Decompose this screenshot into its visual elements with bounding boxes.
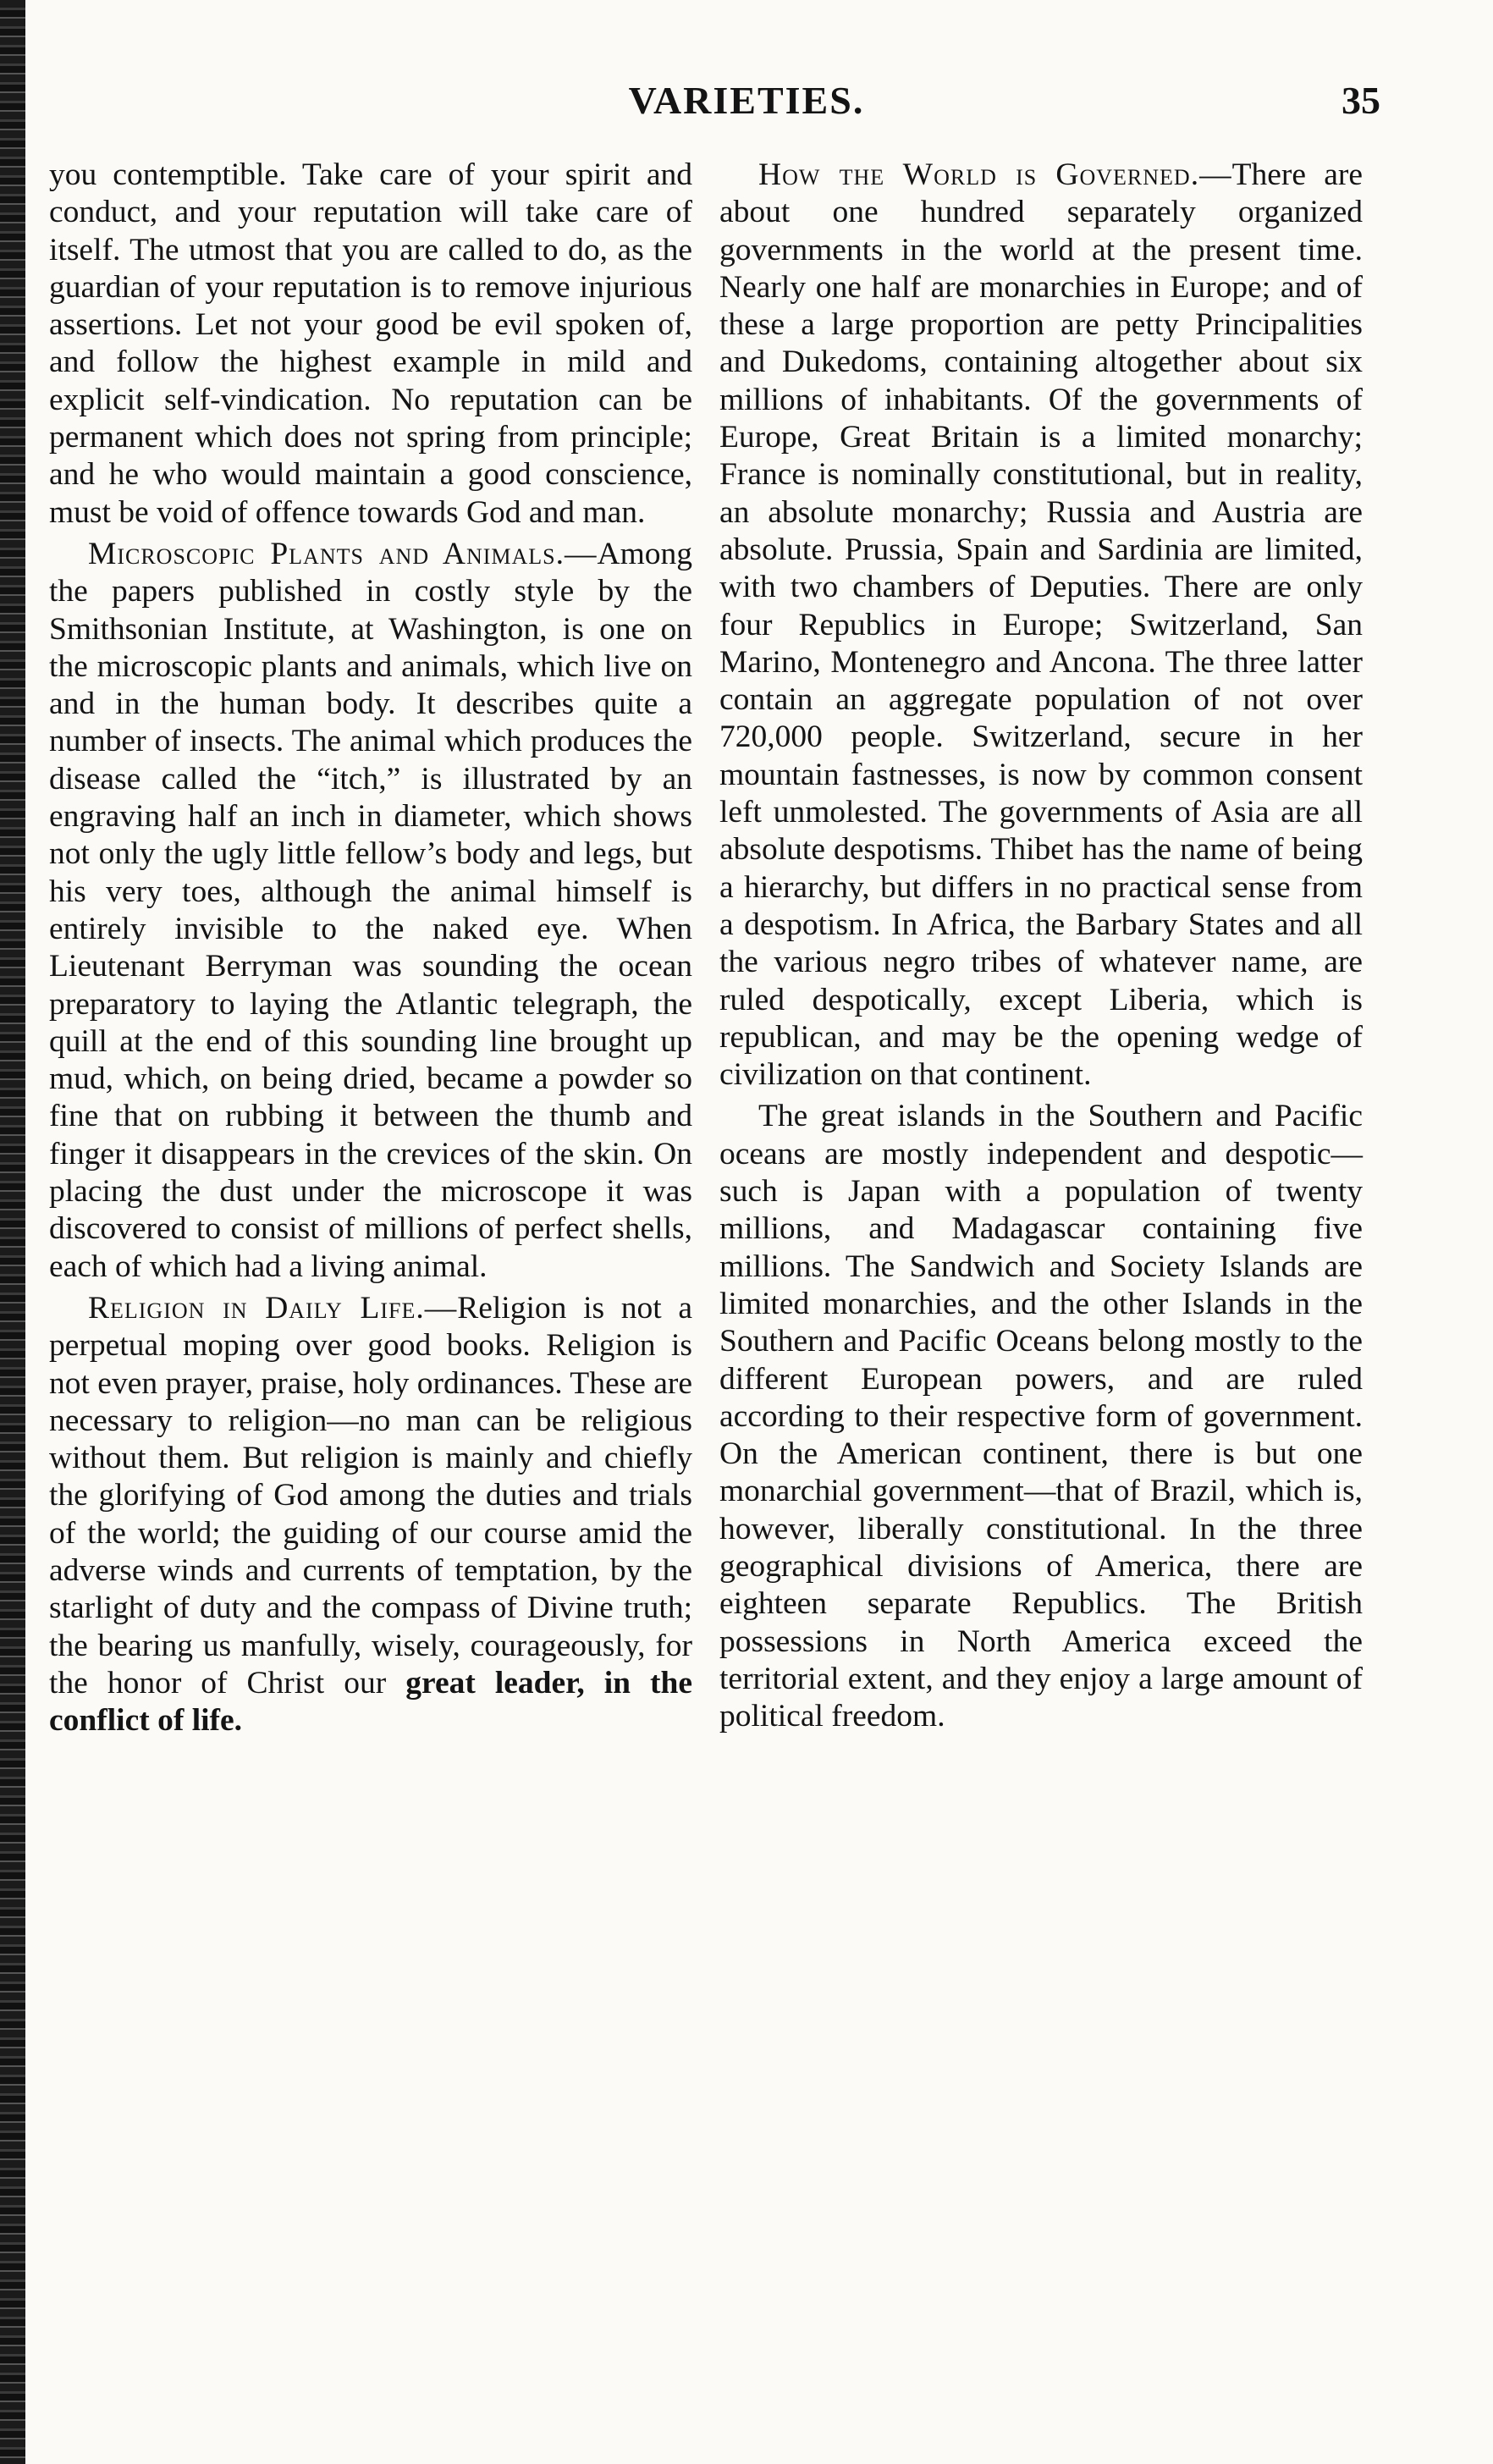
page-number: 35 <box>1341 79 1380 122</box>
islands-paragraph: The great islands in the Southern and Pacific oceans are mostly independent and despotic—such is Japan with a population of twenty millions, and Madagascar containing five millions. The Sandwich and Society Islands are limited monarchies, and the other Islands in the Southern and Pacific Oceans belong mostly to the different European powers, and are ruled according to their respective form of government. On the American continent, there is but one monarchial government—that of Brazil, which is, however, liberally constitutional. In the three geographical divisions of America, there are eighteen separate Republics. The British possessions in North America exceed the territorial extent, and they enjoy a large amount of political freedom. <box>719 1099 1363 1734</box>
page-binding-edge <box>0 0 25 2464</box>
religion-article-final-line: great leader, in the conflict of life. <box>49 1665 692 1739</box>
religion-article-body: Religion is not a perpetual moping over good books. Religion is not even prayer, praise, holy ordinances. These are necessary to religion—no man can be religious without them. But religion is mainly and chiefly the glorifying of God among the duties and trials of the world; the guiding of our course amid the adverse winds and currents of temptation, by the starlight of duty and the compass of Divine truth; the bearing us manfully, wisely, courageously, for the honor of Christ our <box>49 1290 692 1701</box>
world-governed-article <box>719 157 1363 1094</box>
world-governed-title: How the World is Governed.— <box>758 157 1232 192</box>
right-column <box>719 157 1363 1739</box>
running-title: VARIETIES. <box>628 79 865 122</box>
left-column <box>49 157 692 1744</box>
religion-article-title: Religion in Daily Life.— <box>88 1290 458 1326</box>
microscopic-article-body: Among the papers published in costly style by the Smithsonian Institute, at Washington, is one on the microscopic plants and animals, which live on and in the human body. It describes quite a number of insects. The animal which produces the disease called the “itch,” is illustrated by an engraving half an inch in diameter, which shows not only the ugly little fellow’s body and legs, but his very toes, although the animal himself is entirely invisible to the naked eye. When Lieutenant Berryman was sounding the ocean preparatory to laying the Atlantic telegraph, the quill at the end of this sounding line brought up mud, which, on being dried, became a powder so fine that on rubbing it between the thumb and finger it disappears in the crevices of the skin. On placing the dust under the microscope it was discovered to consist of millions of perfect shells, each of which had a living animal. <box>49 536 692 1284</box>
reputation-paragraph: you contemptible. Take care of your spirit and conduct, and your reputation will take care of itself. The utmost that you are called to do, as the guardian of your reputation is to remove injurious assertions. Let not your good be evil spoken of, and follow the highest example in mild and explicit self-vindication. No reputation can be permanent which does not spring from principle; and he who would maintain a good conscience, must be void of offence towards God and man. <box>49 157 692 530</box>
religion-article <box>49 1290 692 1740</box>
microscopic-article-title: Microscopic Plants and Animals.— <box>88 536 598 571</box>
microscopic-article <box>49 536 692 1286</box>
world-governed-body: There are about one hundred separately organized governments in the world at the present time. Nearly one half are monarchies in Europe; and of these a large proportion are petty Principalities and Dukedoms, containing altogether about six millions of inhabitants. Of the governments of Europe, Great Britain is a limited monarchy; France is nominally constitutional, but in reality, an absolute monarchy; Russia and Austria are absolute. Prussia, Spain and Sardinia are limited, with two chambers of Deputies. There are only four Republics in Europe; Switzerland, San Marino, Montenegro and Ancona. The three latter contain an aggregate population of not over 720,000 people. Switzerland, secure in her mountain fastnesses, is now by common consent left unmolested. The governments of Asia are all absolute despotisms. Thibet has the name of being a hierarchy, but differs in no practical sense from a despotism. In Africa, the Barbary States and all the various negro tribes of whatever name, are ruled despotically, except Liberia, which is republican, and may be the opening wedge of civilization on that continent. <box>719 157 1363 1093</box>
